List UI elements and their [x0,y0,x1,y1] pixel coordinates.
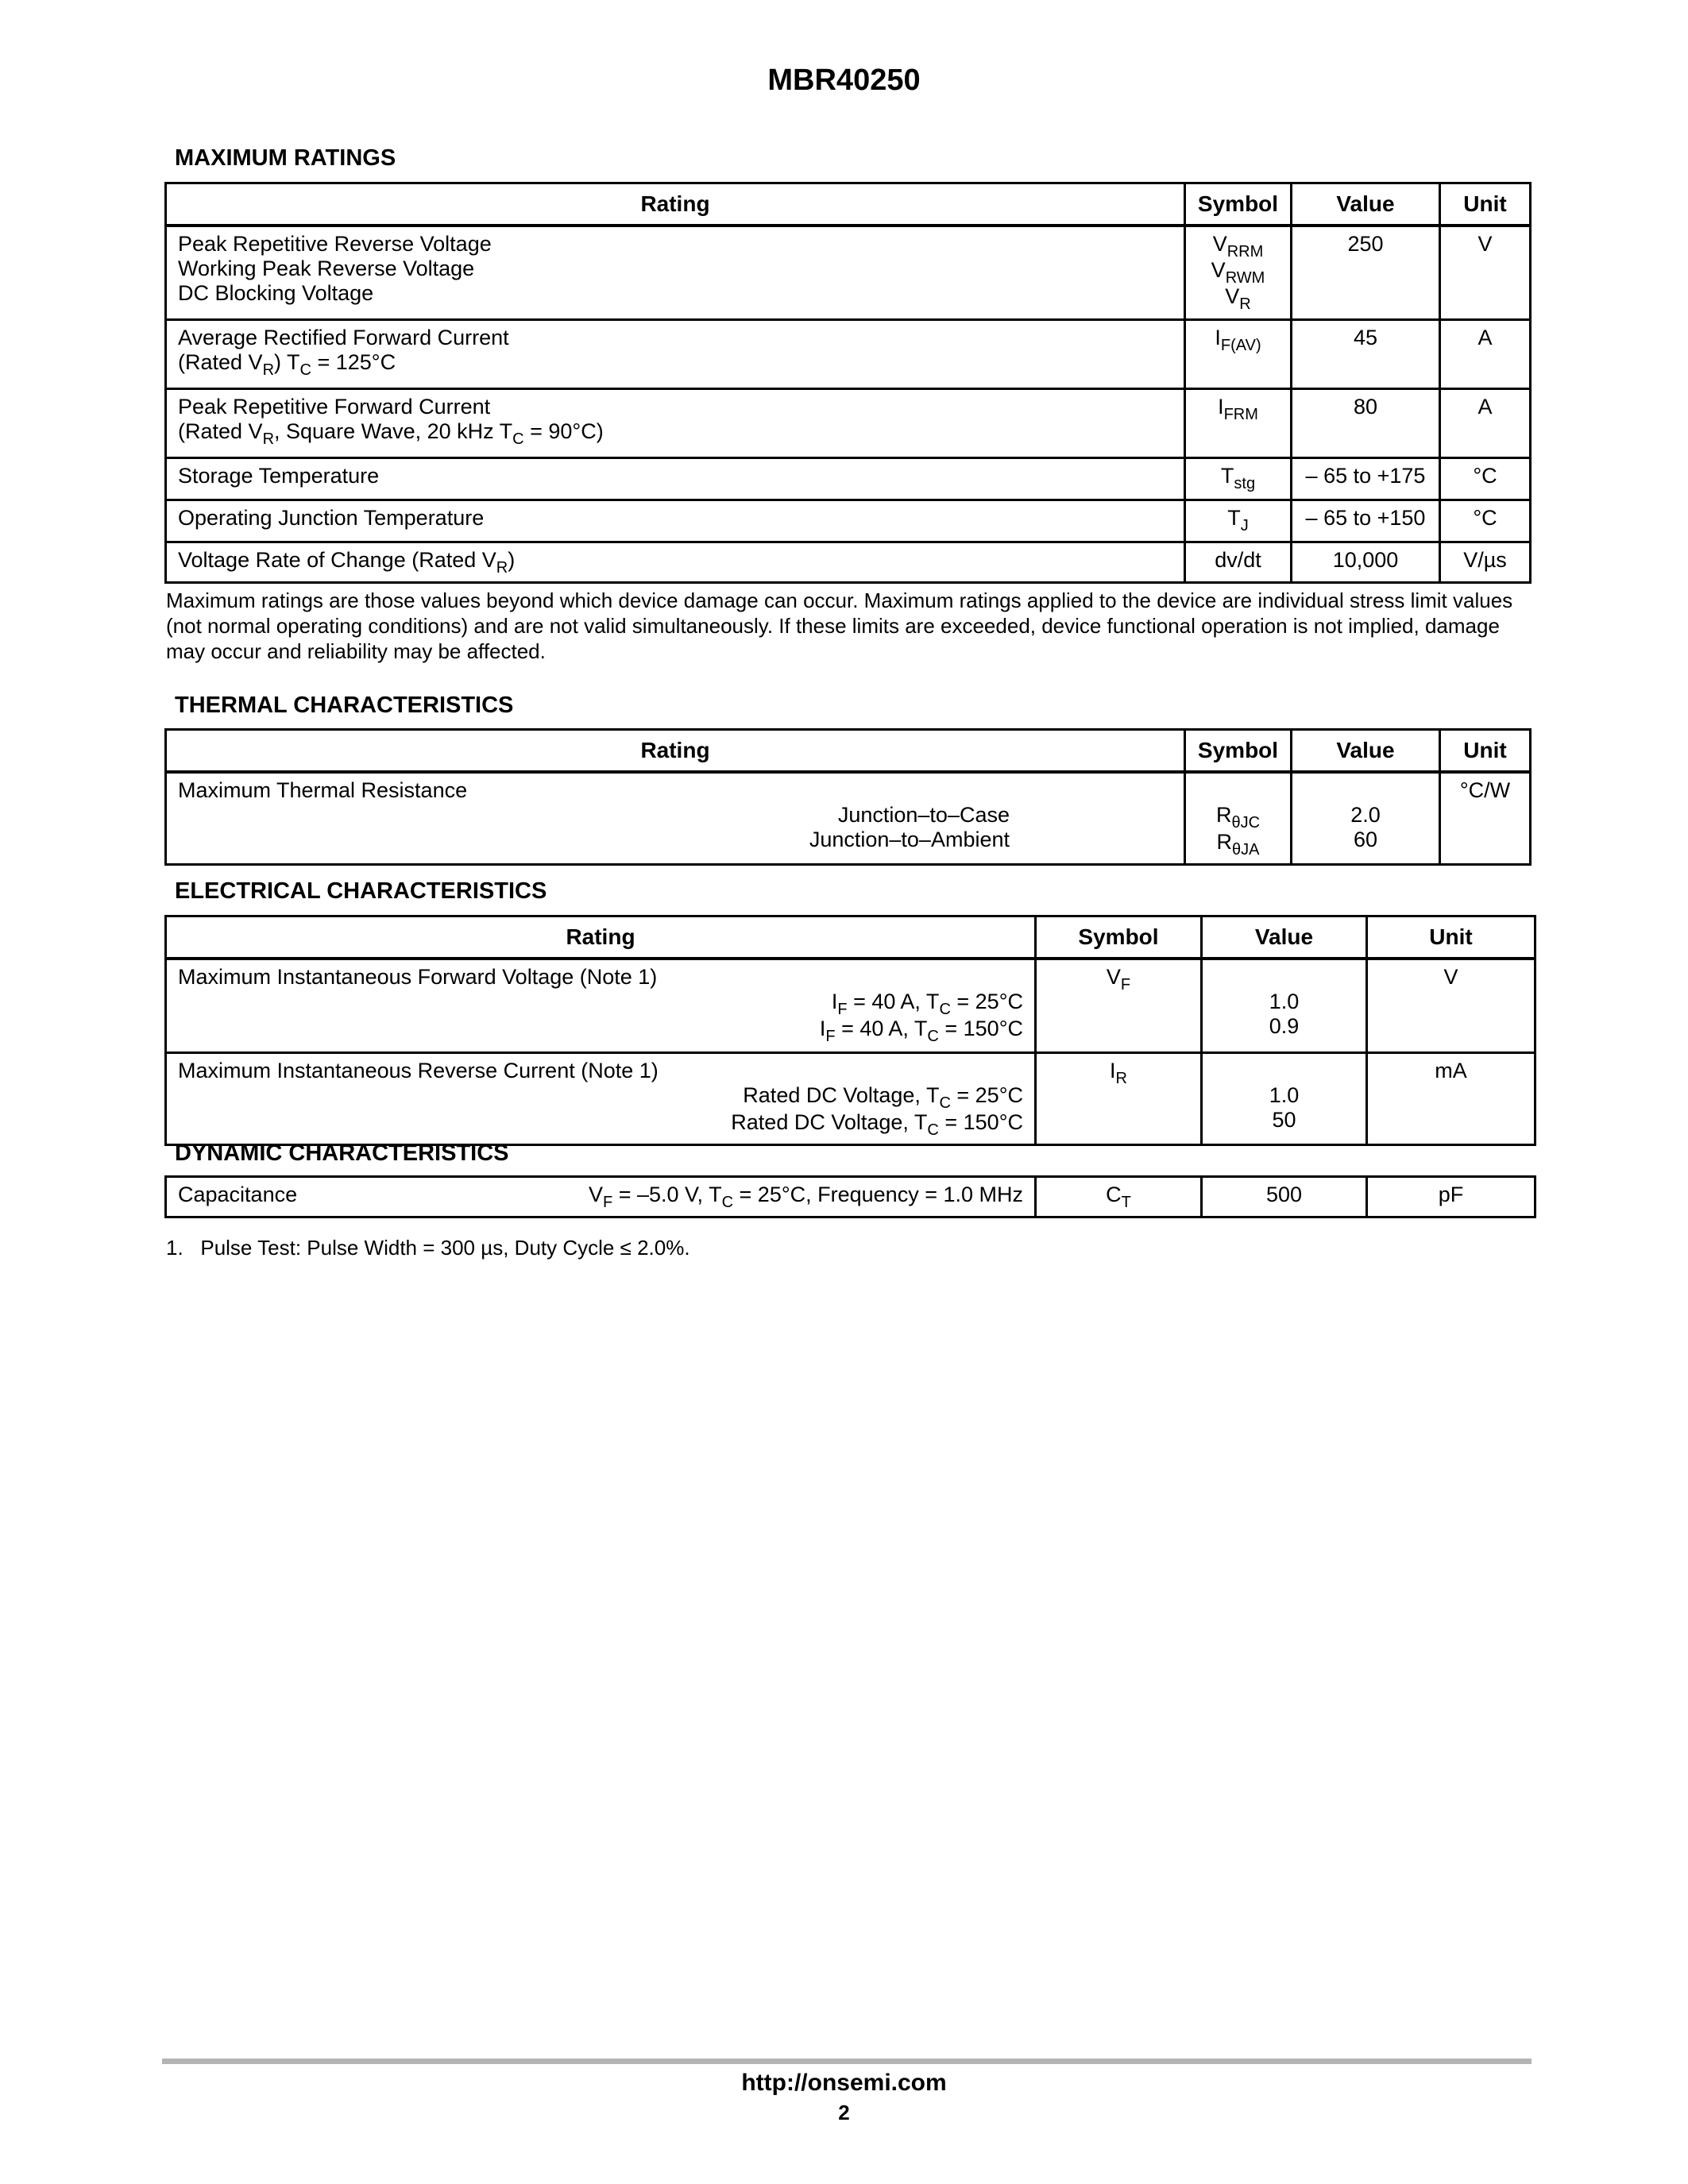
symbol-cell: dv/dt [1215,547,1261,572]
rating-cell [167,227,1184,312]
value-cell: 10,000 [1332,547,1399,572]
condition-line: Rated DC Voltage, $T_C = 150^\circ C$ [731,1109,1023,1139]
symbol-subscript: R [1239,295,1251,313]
value-text: 2.0 [1350,803,1381,827]
value-text: 1.0 [1269,990,1300,1013]
rating-cell [167,321,1184,384]
symbol-subscript: RRM [1226,243,1264,260]
rating-subline: Junction–to–Ambient [809,828,1010,851]
symbol-cell [1186,390,1290,428]
rating-subscript: R [262,361,275,379]
symbol-text: V [1212,232,1227,256]
header-rating: Rating [166,183,1185,226]
rating-text: Average Rectified Forward Current [178,325,509,349]
table-row [166,319,1531,388]
page-title: MBR40250 [767,64,921,97]
symbol-subscript: θJA [1232,841,1260,859]
unit-cell: pF [1438,1183,1464,1206]
value-text: 50 [1272,1107,1296,1132]
header-unit: Unit [1440,183,1531,226]
rating-text: Working Peak Reverse Voltage [178,257,475,280]
rating-cell [167,774,1184,859]
symbol-subscript: J [1240,516,1249,534]
header-unit: Unit [1440,730,1531,773]
footer-divider [162,2059,1532,2064]
table-row [166,542,1531,582]
condition-line: $I_F = 40$ A, $T_C = 150^\circ C$ [819,1017,1023,1045]
value-text: 1.0 [1269,1082,1300,1107]
unit-cell: A [1477,394,1493,419]
value-cell: 80 [1353,394,1378,419]
unit-cell: °C [1473,505,1497,530]
symbol-subscript: stg [1234,474,1256,492]
footnote: 1. Pulse Test: Pulse Width = 300 µs, Duty Cycle ≤ 2.0%. [166,1236,690,1260]
symbol-subscript: F [1120,976,1131,994]
rating-cell: Operating Junction Temperature [178,505,485,530]
table-row [166,959,1535,1052]
rating-cell [167,1054,1034,1144]
header-value: Value [1292,730,1440,773]
value-cell: 45 [1353,325,1378,349]
electrical-table [164,915,1536,1146]
value-cell: – 65 to +150 [1305,505,1426,530]
value-cell [1292,774,1439,859]
value-cell [1203,1054,1365,1139]
header-rating: Rating [166,730,1185,773]
value-cell: 500 [1265,1183,1303,1206]
symbol-cell [1186,321,1290,359]
unit-cell: °C [1473,463,1497,488]
rating-cell [167,390,1184,453]
rating-text: (Rated V [178,419,263,443]
header-symbol: Symbol [1185,730,1292,773]
rating-text: Capacitance [178,1183,298,1206]
unit-cell: V/µs [1463,547,1507,572]
symbol-subscript: T [1121,1194,1131,1211]
thermal-title: THERMAL CHARACTERISTICS [175,693,514,718]
rating-text: Maximum Instantaneous Forward Voltage (Note 1) [178,965,658,989]
symbol-subscript: F(AV) [1220,336,1261,354]
table-row [166,772,1531,865]
symbol-text: R [1216,830,1233,854]
rating-text: = 125°C [311,349,396,374]
symbol-text: C [1106,1183,1122,1206]
table-row [166,388,1531,457]
rating-text: Maximum Instantaneous Reverse Current (Note 1) [178,1058,659,1082]
symbol-subscript: RWM [1225,269,1265,287]
symbol-text: I [1110,1058,1116,1082]
header-symbol: Symbol [1185,183,1292,226]
condition-line: $V_F = -5.0$ V, $T_C = 25^\circ C$, Frequency = 1.0 MHz [588,1183,1023,1211]
rating-subline: Junction–to–Case [837,803,1010,827]
unit-cell: A [1477,325,1493,349]
symbol-subscript: FRM [1223,405,1258,423]
value-cell [1203,960,1365,1045]
rating-cell: Storage Temperature [178,463,380,488]
electrical-title: ELECTRICAL CHARACTERISTICS [175,878,547,904]
rating-subscript: R [496,558,508,577]
rating-text: , Square Wave, 20 kHz T [274,419,513,443]
symbol-cell [1186,459,1290,497]
header-unit: Unit [1367,916,1535,959]
value-cell: 250 [1347,232,1384,256]
rating-subscript: C [299,361,311,379]
table-header-row [166,183,1531,226]
dynamic-table [164,1175,1536,1218]
rating-text: ) [508,547,516,572]
symbol-text: T [1220,463,1234,488]
max-ratings-note: Maximum ratings are those values beyond which device damage can occur. Maximum ratings applied to the device are individual stress limit values (not normal operating conditions) and are not valid simultaneously. If these limits are exceeded, device functional operation is not implied, damage may occur and reliability may be affected. [166,588,1513,663]
rating-text: Peak Repetitive Forward Current [178,394,491,419]
rating-text: Voltage Rate of Change (Rated V [178,547,496,572]
table-row [166,500,1531,542]
symbol-text: V [1211,258,1226,282]
rating-text: DC Blocking Voltage [178,281,374,305]
value-cell: – 65 to +175 [1305,463,1426,488]
symbol-text: R [1215,803,1232,827]
unit-cell: mA [1435,1058,1467,1082]
thermal-table [164,728,1532,866]
unit-cell: °C/W [1459,778,1511,802]
header-value: Value [1202,916,1367,959]
rating-subscript: R [262,430,275,448]
symbol-cell [1186,227,1290,317]
symbol-cell [1037,960,1200,998]
condition-line: $I_F = 40$ A, $T_C = 25^\circ C$ [831,990,1023,1018]
symbol-cell [1186,774,1290,863]
rating-text: (Rated V [178,349,263,374]
rating-subscript: C [512,430,524,448]
rating-text: Maximum Thermal Resistance [178,778,468,802]
symbol-cell [1037,1178,1200,1216]
unit-cell: V [1443,965,1458,989]
symbol-text: T [1227,505,1241,530]
rating-text: = 90°C) [523,419,604,443]
table-row [166,457,1531,500]
value-text: 0.9 [1269,1014,1300,1038]
unit-cell: V [1477,232,1493,256]
page-number: 2 [838,2101,850,2124]
table-row [166,1052,1535,1144]
header-rating: Rating [166,916,1036,959]
rating-text: ) T [274,349,300,374]
symbol-text: I [1215,325,1221,349]
table-row [166,226,1531,319]
table-header-row [166,916,1535,959]
dynamic-title: DYNAMIC CHARACTERISTICS [175,1140,509,1166]
symbol-text: V [1106,965,1121,989]
rating-cell [167,1178,1034,1214]
symbol-text: V [1225,284,1240,308]
table-header-row [166,730,1531,773]
symbol-subscript: R [1115,1069,1127,1087]
rating-cell [167,543,1184,581]
max-ratings-table [164,182,1532,584]
condition-line: Rated DC Voltage, $T_C = 25^\circ C$ [743,1082,1023,1112]
symbol-cell [1186,501,1290,539]
footer-url[interactable]: http://onsemi.com [741,2070,947,2096]
symbol-subscript: θJC [1231,814,1261,832]
rating-cell [167,960,1034,1050]
header-value: Value [1292,183,1440,226]
table-row [166,1177,1535,1217]
header-symbol: Symbol [1036,916,1202,959]
symbol-text: I [1218,394,1224,419]
max-ratings-title: MAXIMUM RATINGS [175,145,396,171]
value-text: 60 [1353,828,1378,851]
rating-text: Peak Repetitive Reverse Voltage [178,232,492,256]
symbol-cell [1037,1054,1200,1092]
